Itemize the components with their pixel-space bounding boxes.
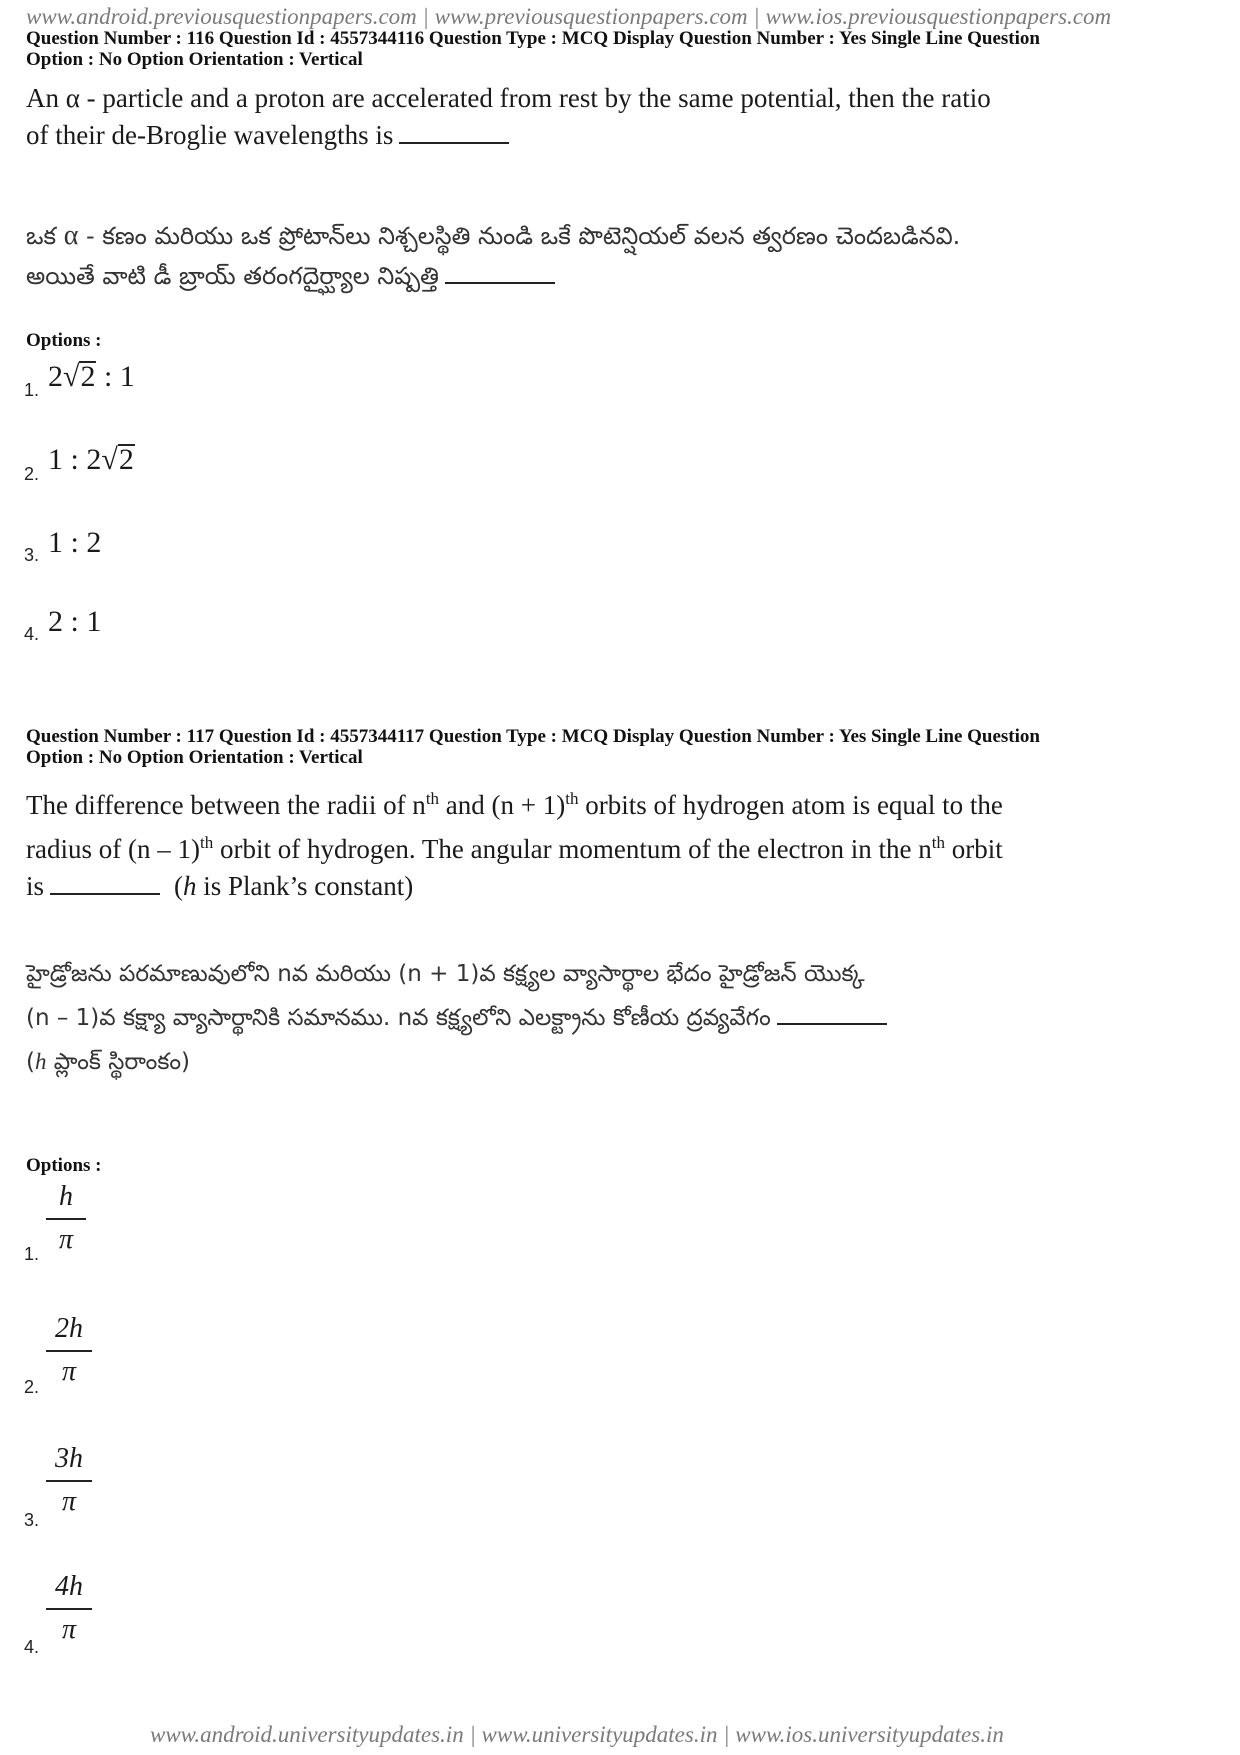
q117-telugu-text: హైడ్రోజను పరమాణువులోని nవ మరియు (n + 1)వ కక్ష్యల వ్యాసార్థాల భేదం హైడ్రోజన్ యొక్క (n – 1)వ కక్ష్యా వ్యాసార్థానికి సమానము. nవ కక్ష్యలోని ఎలక్ట్రాను కోణీయ ద్రవ్యవేగం (h ప్లాంక్ స్థిరాంకం) <box>26 952 887 1084</box>
q116-question-text: An α - particle and a proton are accelerated from rest by the same potential, then the ratio of their de-Broglie wavelengths is <box>26 83 991 150</box>
header-url: www.android.previousquestionpapers.com | www.previousquestionpapers.com | www.ios.previousquestionpapers.com <box>26 4 1112 29</box>
fraction: $\frac{h}{\pi}$ <box>46 1182 86 1256</box>
fraction: $\frac{3h}{\pi}$ <box>46 1444 92 1518</box>
q116-options-label: Options : <box>26 330 102 351</box>
q117-options-label: Options : <box>26 1155 102 1176</box>
q117-question-text: The difference between the radii of $n^{th}$ and $(n + 1)^{th}$ orbits of hydrogen atom is equal to the radius of (n – 1)$^{th}$ orbit of hydrogen. The angular momentum of the electron in the $n^{th}$ orbit is (h is Plank’s constant) <box>26 789 1003 901</box>
q116-meta-line2: Option : No Option Orientation : Vertical <box>26 49 363 70</box>
q116-telugu-text: ఒక α - కణం మరియు ఒక ప్రోటాన్‌లు నిశ్చలస్థితి నుండి ఒకే పొటెన్షియల్ వలన త్వరణం చెందబడినవి. అయితే వాటి డీ బ్రాయ్ తరంగదైర్ఘ్యాల నిష్పత్తి <box>26 220 961 290</box>
footer-url: www.android.universityupdates.in | www.universityupdates.in | www.ios.universityupdates.in <box>150 1722 1004 1747</box>
q117-meta-line1: Question Number : 117 Question Id : 4557344117 Question Type : MCQ Display Question Number : Yes Single Line Question <box>26 726 1040 747</box>
fraction: $\frac{2h}{\pi}$ <box>46 1314 92 1388</box>
q117-meta-line2: Option : No Option Orientation : Vertical <box>26 747 363 768</box>
q116-meta-line1: Question Number : 116 Question Id : 4557344116 Question Type : MCQ Display Question Number : Yes Single Line Question <box>26 28 1040 49</box>
fraction: $\frac{4h}{\pi}$ <box>46 1572 92 1646</box>
